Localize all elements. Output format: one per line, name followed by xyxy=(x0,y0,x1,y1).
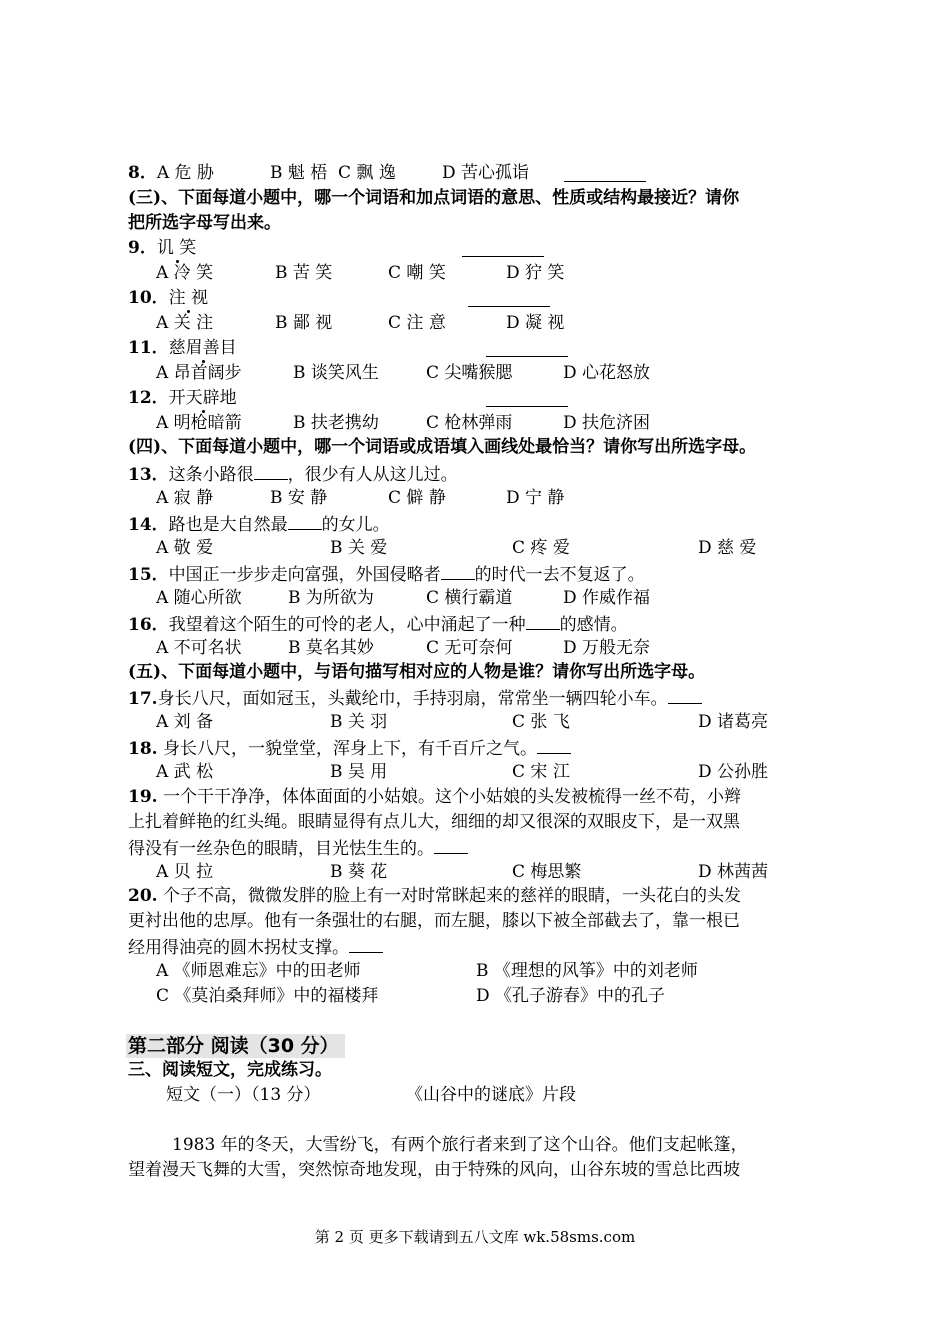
description-line-1: 一个干干净净，体体面面的小姑娘。这个小姑娘的头发被梳得一丝不苟，小辫 xyxy=(157,787,741,807)
section-3-heading-cont: 把所选字母写出来。 xyxy=(128,213,281,233)
question-20 xyxy=(128,885,741,907)
answer-blank xyxy=(537,736,571,754)
answer-blank xyxy=(254,462,288,480)
option-c: C 梅思繁 xyxy=(512,862,582,882)
description-line-2: 更衬出他的忠厚。他有一条强壮的右腿，而左腿，膝以下被全部截去了，靠一根已 xyxy=(128,911,740,931)
option-a: A 寂 静 xyxy=(156,488,214,508)
answer-blank xyxy=(434,836,468,854)
sentence-end: 的时代一去不复返了。 xyxy=(474,565,645,585)
option-c: C 宋 江 xyxy=(512,762,570,782)
answer-blank xyxy=(486,339,568,357)
option-b: B 鄙 视 xyxy=(275,313,333,333)
option-d: D 狞 笑 xyxy=(506,263,565,283)
question-11 xyxy=(128,337,237,359)
question-number: 20. xyxy=(128,886,158,906)
option-b: B 关 爱 xyxy=(330,538,388,558)
option-b: B 关 羽 xyxy=(330,712,388,732)
question-16 xyxy=(128,612,628,636)
answer-blank xyxy=(441,562,475,580)
question-17 xyxy=(128,686,702,710)
description-line-3 xyxy=(128,935,383,959)
sentence-start: 我望着这个陌生的可怜的老人，心中涌起了一种 xyxy=(168,615,526,635)
question-number: 12． xyxy=(128,388,169,408)
option-c: C 飘 逸 xyxy=(338,163,396,183)
target-word: 开天辟地 xyxy=(168,388,237,408)
option-a: A 《师恩难忘》中的田老师 xyxy=(156,961,361,981)
question-9 xyxy=(128,237,196,259)
description-line-3-text: 经用得油亮的圆木拐杖支撑。 xyxy=(128,938,349,958)
question-15 xyxy=(128,562,645,586)
option-b: B 吴 用 xyxy=(330,762,388,782)
option-a: A 危 胁 xyxy=(156,163,214,183)
option-d: D 苦心孤诣 xyxy=(442,163,530,183)
passage-line-2: 望着漫天飞舞的大雪，突然惊奇地发现，由于特殊的风向，山谷东坡的雪总比西坡 xyxy=(128,1160,740,1180)
question-number: 10． xyxy=(128,288,169,308)
description-line-1: 个子不高，微微发胖的脸上有一对时常眯起来的慈祥的眼睛，一头花白的头发 xyxy=(157,886,741,906)
question-10 xyxy=(128,287,208,309)
option-a: A 随心所欲 xyxy=(156,588,242,608)
option-c: C 疼 爱 xyxy=(512,538,570,558)
question-8 xyxy=(128,162,214,184)
option-a: A 冷 笑 xyxy=(156,263,214,283)
option-d: D 万般无奈 xyxy=(563,638,651,658)
option-b: B 安 静 xyxy=(270,488,328,508)
question-number: 9． xyxy=(128,238,157,258)
question-number: 11． xyxy=(128,338,169,358)
option-b: B 魁 梧 xyxy=(270,163,328,183)
question-13 xyxy=(128,462,458,486)
question-number: 15． xyxy=(128,565,169,585)
question-number: 16． xyxy=(128,615,169,635)
option-a: A 贝 拉 xyxy=(156,862,214,882)
option-b: B 苦 笑 xyxy=(275,263,333,283)
part-2-heading: 第二部分 阅读（30 分） xyxy=(126,1034,345,1058)
option-b: B 莫名其妙 xyxy=(288,638,374,658)
question-number: 17. xyxy=(128,689,158,709)
option-a: A 敬 爱 xyxy=(156,538,214,558)
option-c: C 枪林弹雨 xyxy=(426,413,513,433)
option-d: D 扶危济困 xyxy=(563,413,651,433)
option-d: D 宁 静 xyxy=(506,488,565,508)
option-c: C 无可奈何 xyxy=(426,638,513,658)
passage-line-1: 1983 年的冬天，大雪纷飞，有两个旅行者来到了这个山谷。他们支起帐篷， xyxy=(172,1135,748,1155)
reading-instruction: 三、阅读短文，完成练习。 xyxy=(128,1060,332,1080)
answer-blank xyxy=(668,686,702,704)
option-a: A 关 注 xyxy=(156,313,214,333)
option-d: D 诸葛亮 xyxy=(698,712,769,732)
section-5-heading: (五)、下面每道小题中，与语句描写相对应的人物是谁？请你写出所选字母。 xyxy=(128,662,706,682)
description: 身长八尺，面如冠玉，头戴纶巾，手持羽扇，常常坐一辆四轮小车。 xyxy=(157,689,668,709)
question-number: 19. xyxy=(128,787,158,807)
answer-blank xyxy=(468,289,550,307)
option-d: D 作威作福 xyxy=(563,588,651,608)
sentence-end: 的女儿。 xyxy=(321,515,390,535)
answer-blank xyxy=(486,389,568,407)
description-line-3-text: 得没有一丝杂色的眼睛，目光怯生生的。 xyxy=(128,839,434,859)
option-b: B 谈笑风生 xyxy=(293,363,379,383)
sentence-end: 的感情。 xyxy=(559,615,628,635)
section-4-heading: (四)、下面每道小题中，哪一个词语或成语填入画线处最恰当？请你写出所选字母。 xyxy=(128,437,757,457)
target-word: 慈眉善目 xyxy=(168,338,237,358)
option-b: B 扶老携幼 xyxy=(293,413,379,433)
option-a: A 不可名状 xyxy=(156,638,242,658)
question-number: 8． xyxy=(128,163,157,183)
sentence-start: 路也是大自然最 xyxy=(168,515,288,535)
option-b: B 葵 花 xyxy=(330,862,388,882)
option-b: B 为所欲为 xyxy=(288,588,374,608)
description-line-2: 上扎着鲜艳的红头绳。眼睛显得有点儿大，细细的却又很深的双眼皮下，是一双黑 xyxy=(128,812,740,832)
sentence-start: 这条小路很 xyxy=(168,465,254,485)
option-d: D 林茜茜 xyxy=(698,862,769,882)
question-number: 14． xyxy=(128,515,169,535)
page-footer: 第 2 页 更多下载请到五八文库 wk.58sms.com xyxy=(314,1228,636,1246)
section-3-heading: (三)、下面每道小题中，哪一个词语和加点词语的意思、性质或结构最接近？请你 xyxy=(128,188,740,208)
option-c: C 《莫泊桑拜师》中的福楼拜 xyxy=(156,986,379,1006)
option-d: D 慈 爱 xyxy=(698,538,757,558)
question-number: 13． xyxy=(128,465,169,485)
option-d: D 心花怒放 xyxy=(563,363,651,383)
question-12 xyxy=(128,387,237,409)
answer-blank xyxy=(288,512,322,530)
target-word: 讥 笑 xyxy=(156,238,197,258)
target-word: 注 视 xyxy=(168,288,209,308)
description: 身长八尺，一貌堂堂，浑身上下，有千百斤之气。 xyxy=(157,739,537,759)
option-c: C 僻 静 xyxy=(388,488,446,508)
answer-blank xyxy=(349,935,383,953)
sentence-start: 中国正一步步走向富强，外国侵略者 xyxy=(168,565,441,585)
sentence-end: ，很少有人从这儿过。 xyxy=(287,465,458,485)
description-line-3 xyxy=(128,836,468,860)
answer-blank xyxy=(564,164,646,182)
option-a: A 明枪暗箭 xyxy=(156,413,242,433)
option-d: D 凝 视 xyxy=(506,313,565,333)
option-c: C 嘲 笑 xyxy=(388,263,446,283)
option-a: A 刘 备 xyxy=(156,712,214,732)
option-d: D 《孔子游春》中的孔子 xyxy=(476,986,666,1006)
option-b: B 《理想的风筝》中的刘老师 xyxy=(476,961,698,981)
question-18 xyxy=(128,736,571,760)
option-d: D 公孙胜 xyxy=(698,762,769,782)
question-19 xyxy=(128,786,741,808)
question-number: 18. xyxy=(128,739,158,759)
answer-blank xyxy=(462,239,544,257)
answer-blank xyxy=(526,612,560,630)
option-c: C 尖嘴猴腮 xyxy=(426,363,513,383)
passage-label: 短文（一）（13 分） xyxy=(166,1085,321,1105)
question-14 xyxy=(128,512,390,536)
passage-title: 《山谷中的谜底》片段 xyxy=(406,1085,576,1105)
option-a: A 昂首阔步 xyxy=(156,363,242,383)
option-c: C 张 飞 xyxy=(512,712,570,732)
option-a: A 武 松 xyxy=(156,762,214,782)
option-c: C 横行霸道 xyxy=(426,588,513,608)
option-c: C 注 意 xyxy=(388,313,446,333)
